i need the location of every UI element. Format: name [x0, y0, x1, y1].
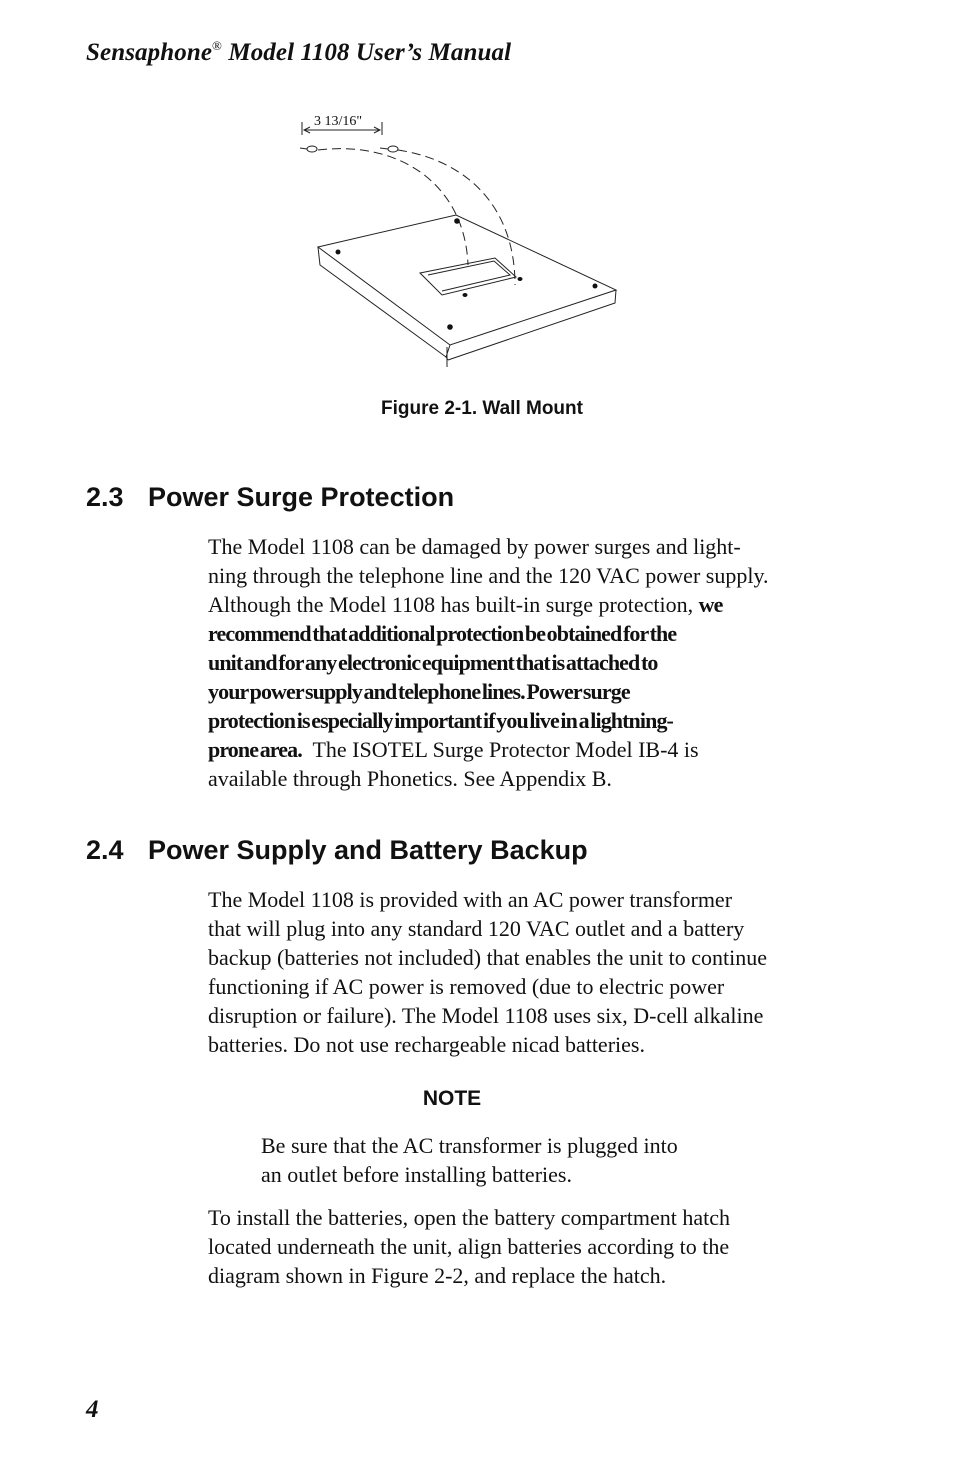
paragraph-line: ning through the telephone line and the 120 VAC power supply.	[208, 563, 769, 588]
running-header	[86, 38, 511, 67]
paragraph-text: Although the Model 1108 has built-in surge protection,	[208, 592, 699, 617]
header-brand: Sensaphone	[86, 39, 213, 66]
note-heading: NOTE	[422, 1087, 482, 1110]
paragraph-line: batteries. Do not use rechargeable nicad batteries.	[208, 1032, 645, 1057]
power-supply-paragraph	[208, 885, 838, 1059]
paragraph-line: available through Phonetics. See Appendix B.	[208, 766, 612, 791]
page-number: 4	[86, 1396, 99, 1423]
surge-protection-paragraph	[208, 532, 838, 793]
bold-line: recommend that additional protection be obtained for the	[208, 621, 677, 646]
registered-mark: ®	[212, 38, 223, 53]
paragraph-line	[208, 590, 838, 619]
note-text	[261, 1131, 678, 1189]
paragraph-line: backup (batteries not included) that enables the unit to continue	[208, 945, 767, 970]
paragraph-line	[208, 735, 838, 764]
paragraph-text: The ISOTEL Surge Protector Model IB-4 is	[301, 737, 699, 762]
dimension-label: 3 13/16"	[314, 114, 363, 129]
install-batteries-paragraph	[208, 1203, 838, 1290]
figure-caption: Figure 2-1. Wall Mount	[381, 398, 583, 419]
bold-line: protection is especially important if you live in a lightning-	[208, 708, 673, 733]
paragraph-line: that will plug into any standard 120 VAC outlet and a battery	[208, 916, 745, 941]
paragraph-line: The Model 1108 is provided with an AC power transformer	[208, 887, 733, 912]
note-line: Be sure that the AC transformer is plugged into	[261, 1133, 678, 1158]
section-title: Power Surge Protection	[148, 482, 455, 512]
bold-line: your power supply and telephone lines. Power surge	[208, 679, 630, 704]
bold-text: prone area.	[208, 737, 302, 762]
paragraph-line: The Model 1108 can be damaged by power surges and light-	[208, 534, 741, 559]
note-line: an outlet before installing batteries.	[261, 1162, 572, 1187]
paragraph-line: diagram shown in Figure 2-2, and replace the hatch.	[208, 1263, 667, 1288]
bold-text: we	[698, 592, 723, 617]
section-heading-2-3	[86, 482, 454, 513]
paragraph-line: disruption or failure). The Model 1108 uses six, D-cell alkaline	[208, 1003, 764, 1028]
wall-mount-figure	[290, 105, 630, 370]
paragraph-line: located underneath the unit, align batteries according to the	[208, 1234, 730, 1259]
section-title: Power Supply and Battery Backup	[148, 835, 588, 865]
header-title: Model 1108 User’s Manual	[222, 39, 512, 66]
paragraph-line: functioning if AC power is removed (due to electric power	[208, 974, 725, 999]
section-number: 2.3	[86, 482, 124, 512]
section-heading-2-4	[86, 835, 588, 866]
section-number: 2.4	[86, 835, 124, 865]
paragraph-line: To install the batteries, open the battery compartment hatch	[208, 1205, 731, 1230]
bold-line: unit and for any electronic equipment that is attached to	[208, 650, 658, 675]
